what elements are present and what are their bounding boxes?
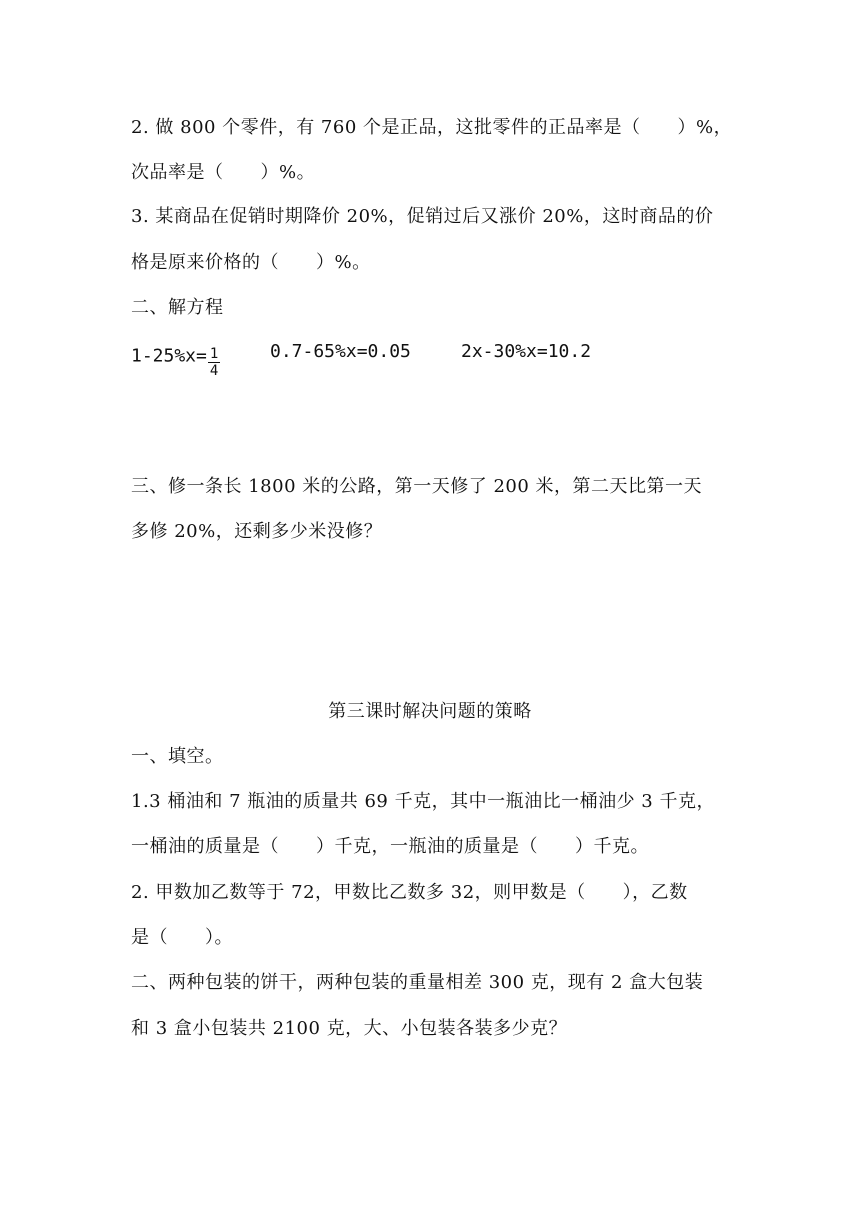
fill-question-1-line-2: 一桶油的质量是（ ）千克，一瓶油的质量是（ ）千克。: [131, 836, 649, 857]
lesson-title: 第三课时解决问题的策略: [328, 701, 532, 722]
problem-3-line-2: 多修 20%，还剩多少米没修？: [131, 521, 383, 542]
equation-1-prefix: 1-25%x=: [131, 345, 207, 367]
question-3-line-1: 3. 某商品在促销时期降价 20%，促销过后又涨价 20%，这时商品的价: [131, 206, 714, 227]
fill-in-heading: 一、填空。: [131, 746, 224, 767]
fraction-one-quarter: [208, 346, 220, 379]
problem-3-line-1: 三、修一条长 1800 米的公路，第一天修了 200 米，第二天比第一天: [131, 476, 703, 497]
question-2-line-2: 次品率是（ ）%。: [131, 162, 316, 183]
fraction-denominator: 4: [209, 363, 219, 379]
equation-1: [131, 340, 220, 379]
fill-question-2-line-1: 2. 甲数加乙数等于 72，甲数比乙数多 32，则甲数是（ ），乙数: [131, 882, 688, 903]
question-2-line-1: 2. 做 800 个零件，有 760 个是正品，这批零件的正品率是（ ）%，: [131, 117, 733, 138]
fill-question-2-line-2: 是（ ）。: [131, 927, 233, 948]
problem-2-line-2: 和 3 盒小包装共 2100 克，大、小包装各装多少克？: [131, 1018, 568, 1039]
fraction-numerator: 1: [209, 346, 219, 362]
problem-2-line-1: 二、两种包装的饼干，两种包装的重量相差 300 克，现有 2 盒大包装: [131, 972, 704, 993]
fill-question-1-line-1: 1.3 桶油和 7 瓶油的质量共 69 千克，其中一瓶油比一桶油少 3 千克，: [131, 791, 715, 812]
equation-3: 2x-30%x=10.2: [461, 341, 592, 362]
question-3-line-2: 格是原来价格的（ ）%。: [131, 252, 371, 273]
equations-heading: 二、解方程: [131, 297, 224, 318]
equation-2: 0.7-65%x=0.05: [270, 341, 411, 362]
